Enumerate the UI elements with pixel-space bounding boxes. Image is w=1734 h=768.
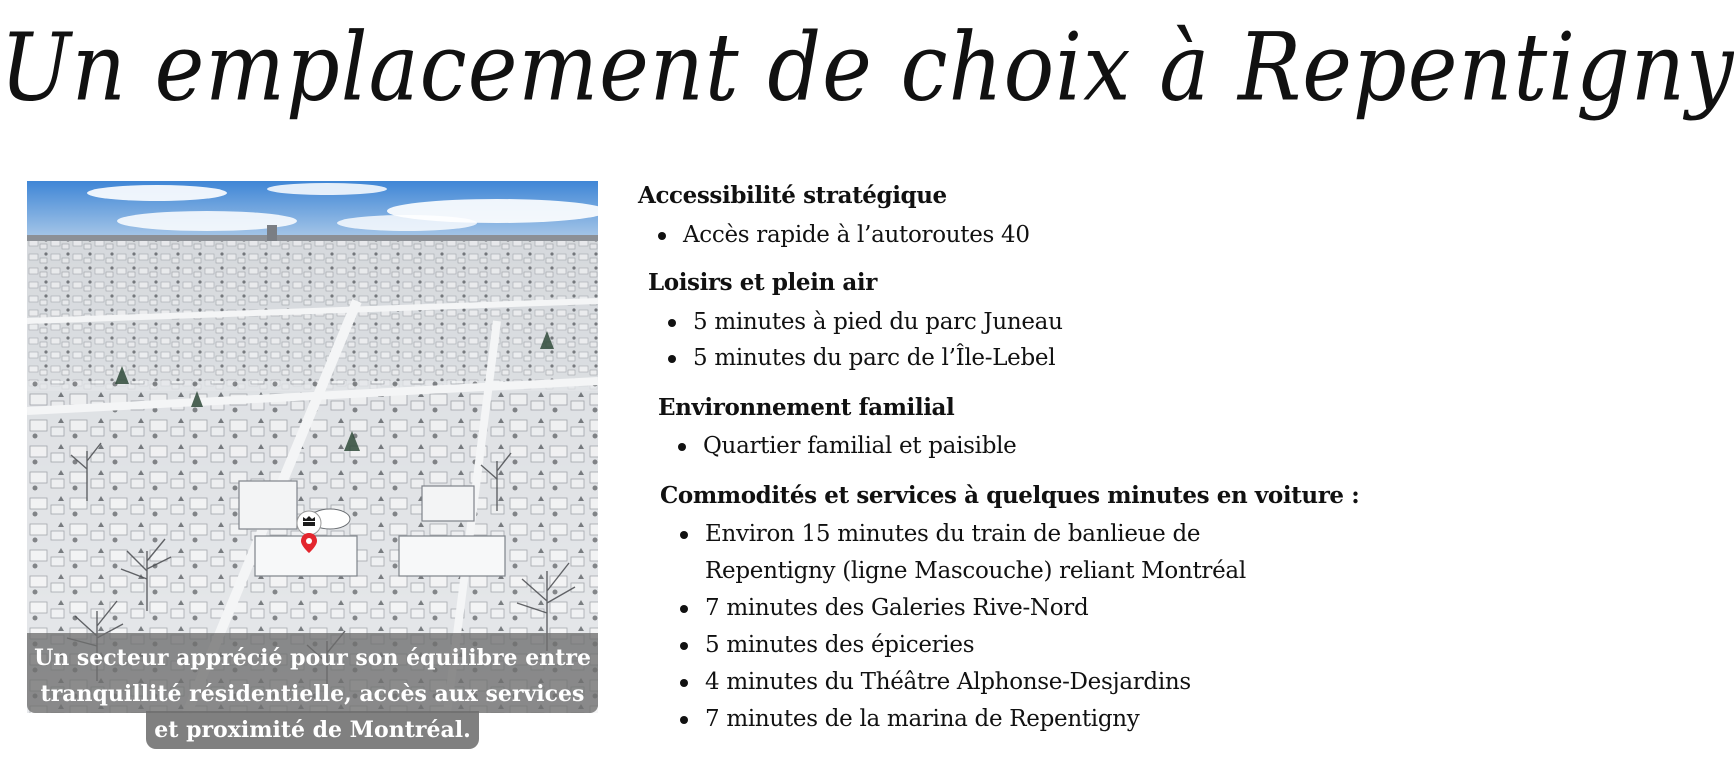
bullet-icon	[668, 319, 676, 327]
list-item: Environ 15 minutes du train de banlieue de	[705, 521, 1201, 547]
list-item: 7 minutes de la marina de Repentigny	[705, 706, 1140, 732]
bullet-icon	[680, 642, 688, 650]
list-item: 5 minutes des épiceries	[705, 632, 975, 658]
section-heading-loisirs: Loisirs et plein air	[648, 269, 877, 296]
list-item: 7 minutes des Galeries Rive-Nord	[705, 595, 1089, 621]
list-item: Quartier familial et paisible	[703, 433, 1017, 459]
list-item: 5 minutes du parc de l’Île-Lebel	[693, 345, 1056, 371]
caption-line: Un secteur apprécié pour son équilibre entre	[34, 645, 591, 671]
bullet-icon	[680, 531, 688, 539]
caption-line: tranquillité résidentielle, accès aux services	[40, 681, 585, 707]
caption-line: et proximité de Montréal.	[154, 717, 471, 743]
bullet-icon	[658, 232, 666, 240]
bullet-icon	[680, 679, 688, 687]
bullet-icon	[678, 443, 686, 451]
photo-caption	[27, 640, 598, 748]
section-heading-accessibilite: Accessibilité stratégique	[638, 182, 947, 209]
list-item: 4 minutes du Théâtre Alphonse-Desjardins	[705, 669, 1191, 695]
bullet-icon	[668, 355, 676, 363]
list-item-continuation: Repentigny (ligne Mascouche) reliant Montréal	[705, 558, 1246, 584]
section-heading-commodites: Commodités et services à quelques minutes en voiture :	[660, 482, 1360, 509]
list-item: Accès rapide à l’autoroutes 40	[683, 222, 1030, 248]
section-heading-environnement: Environnement familial	[658, 394, 955, 421]
page-title: Un emplacement de choix à Repentigny	[0, 12, 1734, 122]
bullet-icon	[680, 716, 688, 724]
list-item: 5 minutes à pied du parc Juneau	[693, 309, 1063, 335]
bullet-icon	[680, 605, 688, 613]
